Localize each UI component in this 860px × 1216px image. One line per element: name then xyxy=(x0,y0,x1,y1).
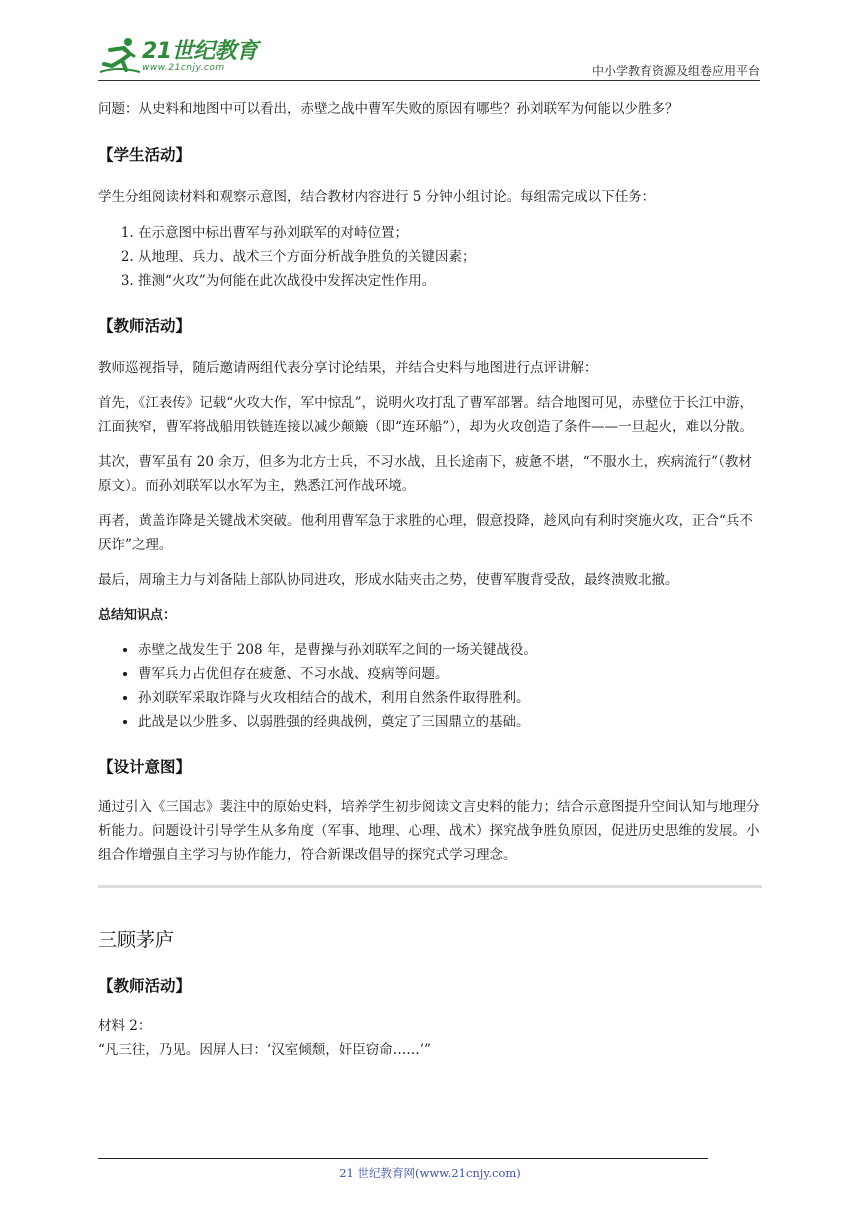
runner-logo-icon xyxy=(98,36,142,76)
header-divider xyxy=(98,80,760,81)
design-intent-heading: 【设计意图】 xyxy=(98,758,192,776)
material-label: 材料 2： xyxy=(98,1018,152,1034)
teacher-activity-heading-2: 【教师活动】 xyxy=(98,977,192,995)
teacher-paragraph: 最后，周瑜主力与刘备陆上部队协同进攻，形成水陆夹击之势，使曹军腹背受敌，最终溃败北撤。 xyxy=(98,572,679,588)
footer-divider xyxy=(98,1158,708,1159)
platform-name: 中小学教育资源及组卷应用平台 xyxy=(591,64,760,78)
teacher-activity-heading: 【教师活动】 xyxy=(98,317,192,335)
student-intro: 学生分组阅读材料和观察示意图，结合教材内容进行 5 分钟小组讨论。每组需完成以下任务： xyxy=(98,189,656,205)
task-item: 3. 推测“火攻”为何能在此次战役中发挥决定性作用。 xyxy=(138,269,762,293)
page-header xyxy=(98,32,760,80)
teacher-paragraph: 首先，《江表传》记载“火攻大作，军中惊乱”，说明火攻打乱了曹军部署。结合地图可见，赤壁位于长江中游，江面狭窄，曹军将战船用铁链连接以减少颠簸（即“连环船”），却为火攻创造了条件——一旦起火，难以分散。 xyxy=(98,395,754,435)
summary-item: • 赤壁之战发生于 208 年，是曹操与孙刘联军之间的一场关键战役。 xyxy=(138,638,762,662)
summary-item: • 曹军兵力占优但存在疲惫、不习水战、疫病等问题。 xyxy=(138,662,762,686)
footer-text[interactable]: 21 世纪教育网(www.21cnjy.com) xyxy=(339,1166,521,1180)
summary-item: • 此战是以少胜多、以弱胜强的经典战例，奠定了三国鼎立的基础。 xyxy=(138,710,762,734)
student-activity-heading: 【学生活动】 xyxy=(98,146,192,164)
task-item: 2. 从地理、兵力、战术三个方面分析战争胜负的关键因素； xyxy=(138,245,762,269)
teacher-paragraph: 其次，曹军虽有 20 余万，但多为北方士兵，不习水战，且长途南下，疲惫不堪，“不服水土，疾病流行”（教材原文）。而孙刘联军以水军为主，熟悉江河作战环境。 xyxy=(98,454,752,494)
section-title: 三顾茅庐 xyxy=(98,929,175,951)
logo-text: 21世纪教育 xyxy=(142,39,258,64)
task-item: 1. 在示意图中标出曹军与孙刘联军的对峙位置； xyxy=(138,221,762,245)
summary-item: • 孙刘联军采取诈降与火攻相结合的战术，利用自然条件取得胜利。 xyxy=(138,686,762,710)
document-body xyxy=(98,97,762,1062)
summary-heading: 总结知识点： xyxy=(98,608,177,623)
logo-url: www.21cnjy.com xyxy=(142,63,225,73)
task-list xyxy=(98,221,762,293)
question-text: 问题：从史料和地图中可以看出，赤壁之战中曹军失败的原因有哪些？孙刘联军为何能以少胜多？ xyxy=(98,101,679,117)
material-quote: “凡三往，乃见。因屏人曰：‘汉室倾颓，奸臣窃命……’” xyxy=(98,1042,431,1058)
section-divider xyxy=(98,885,762,888)
teacher-paragraph: 教师巡视指导，随后邀请两组代表分享讨论结果，并结合史料与地图进行点评讲解： xyxy=(98,360,598,376)
summary-list xyxy=(98,638,762,734)
teacher-paragraph: 再者，黄盖诈降是关键战术突破。他利用曹军急于求胜的心理，假意投降，趁风向有利时突施火攻，正合“兵不厌诈”之理。 xyxy=(98,513,753,553)
design-intent-text: 通过引入《三国志》裴注中的原始史料，培养学生初步阅读文言史料的能力；结合示意图提升空间认知与地理分析能力。问题设计引导学生从多角度（军事、地理、心理、战术）探究战争胜负原因，促进历史思维的发展。小组合作增强自主学习与协作能力，符合新课改倡导的探究式学习理念。 xyxy=(98,799,760,863)
site-logo xyxy=(98,32,268,78)
